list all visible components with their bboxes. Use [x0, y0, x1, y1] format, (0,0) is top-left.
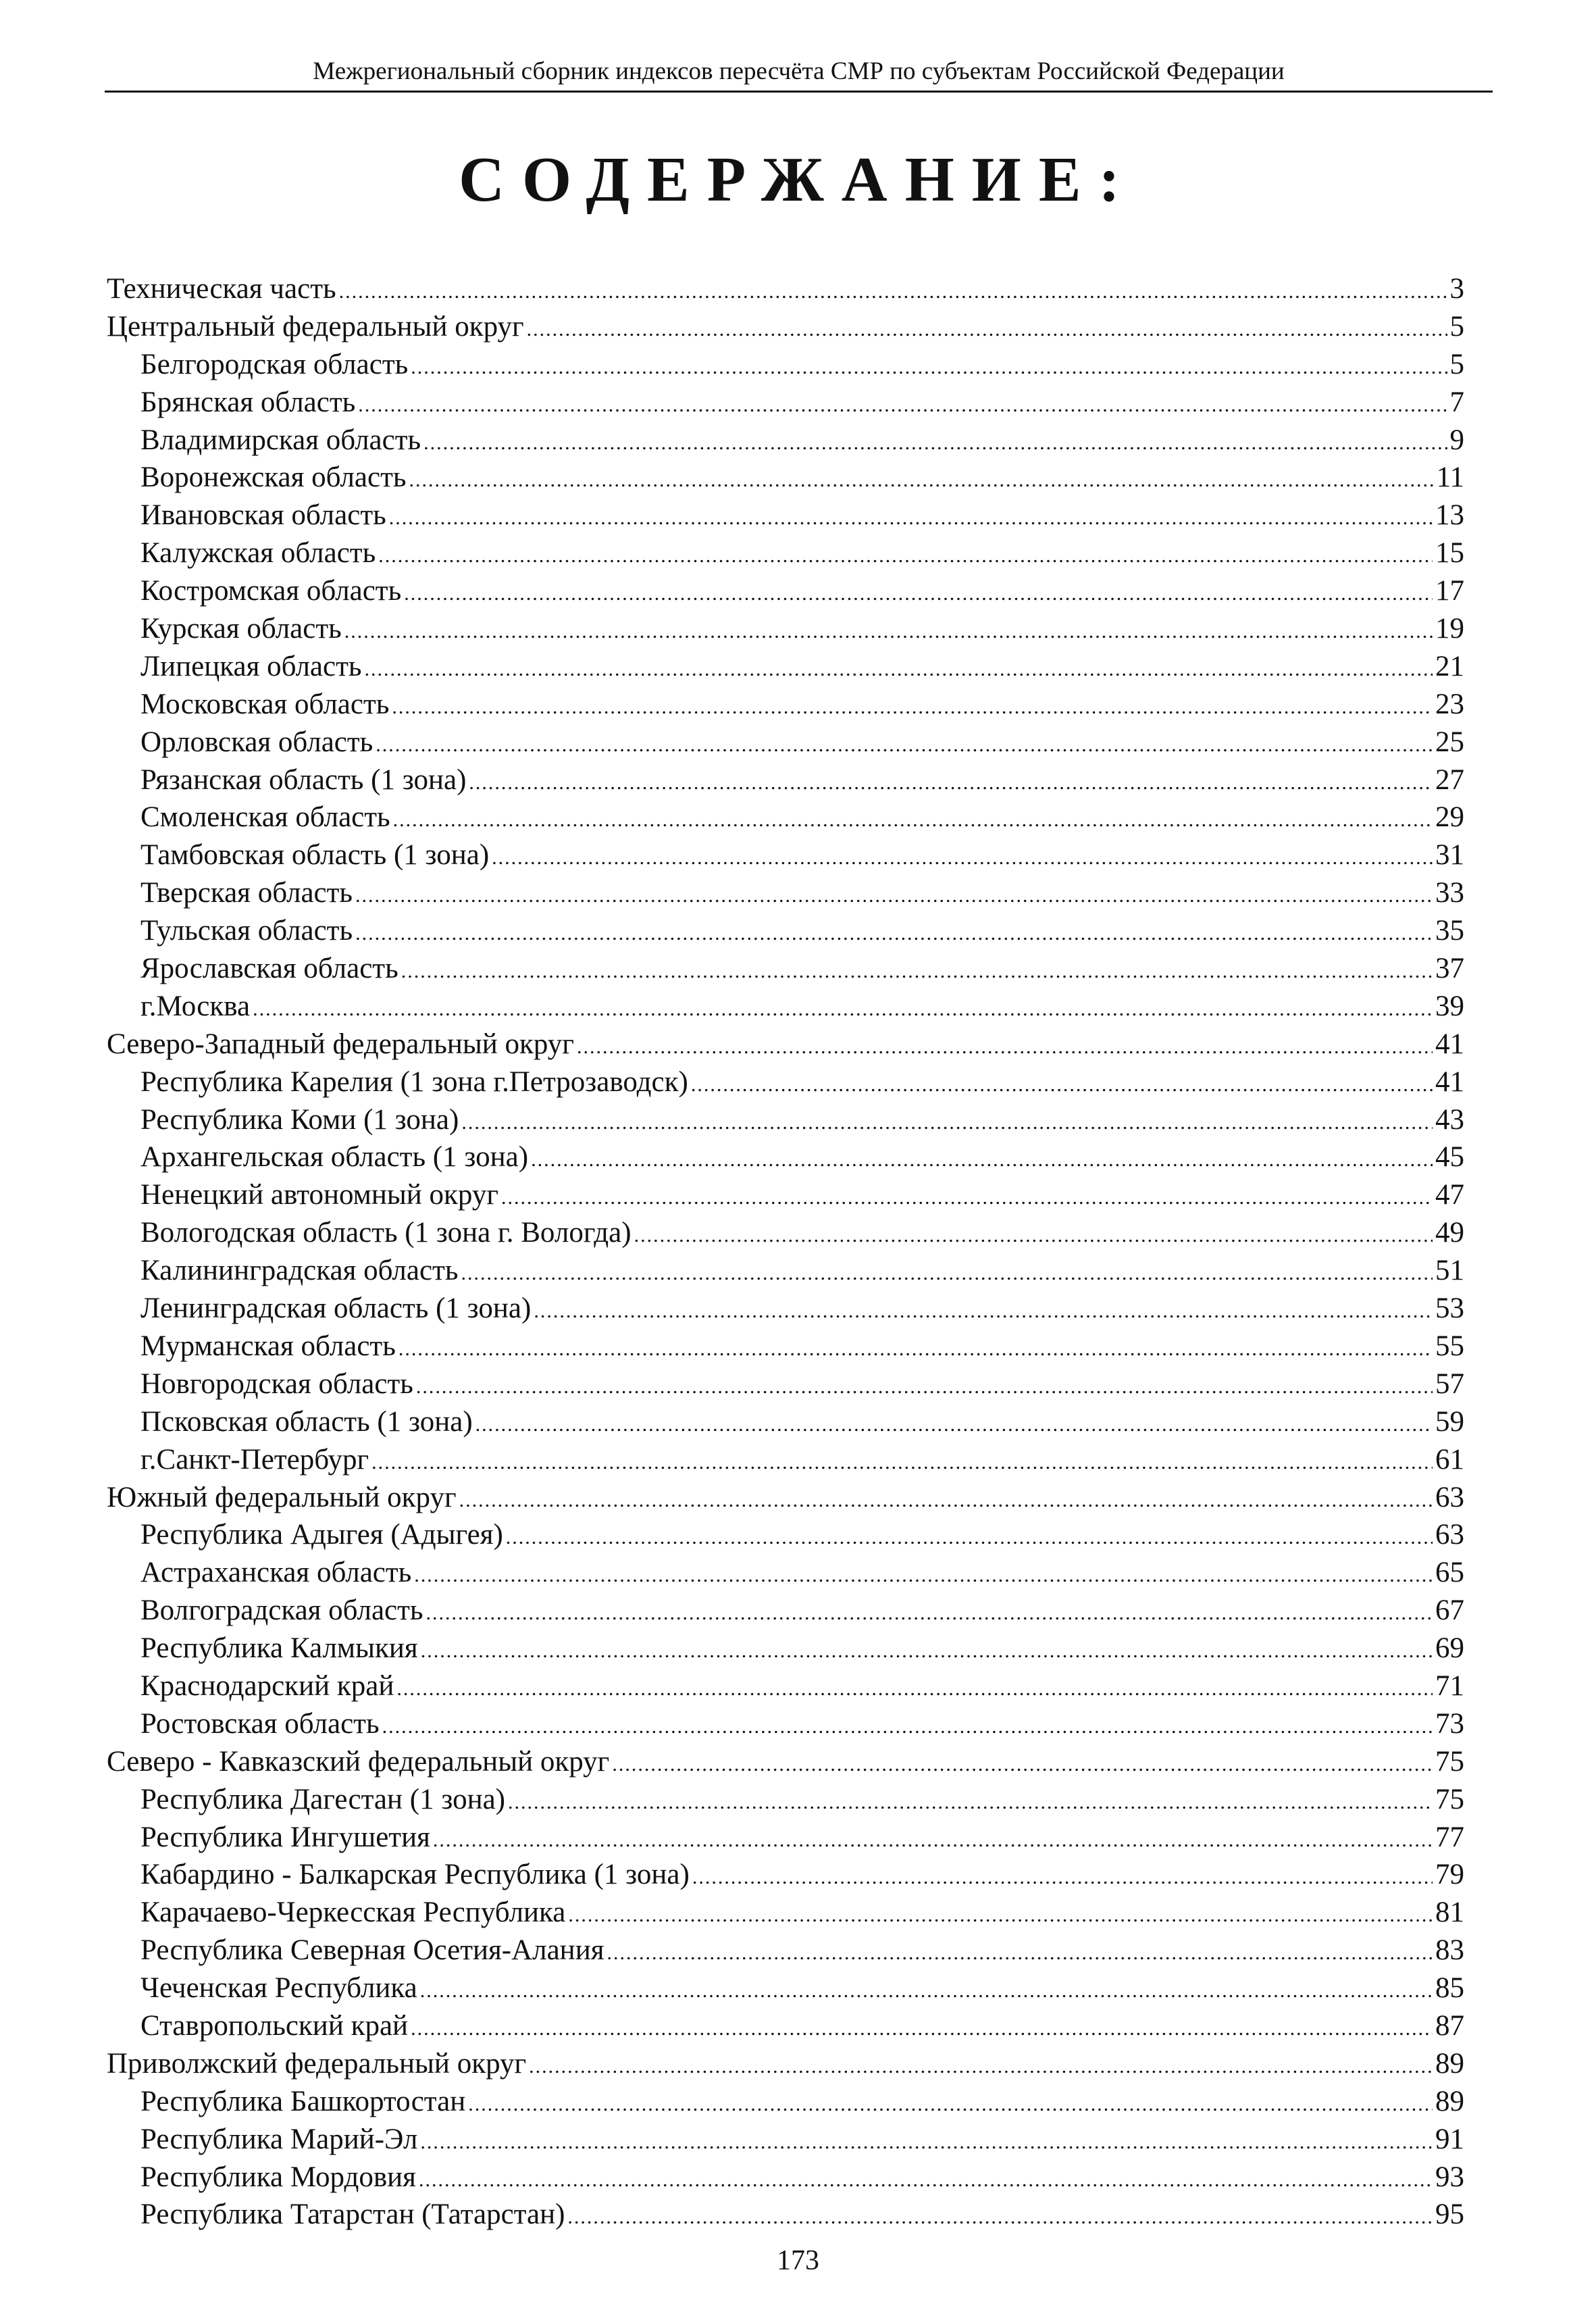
toc-entry-label: Республика Дагестан (1 зона)	[140, 1783, 505, 1815]
toc-entry	[107, 988, 1464, 1026]
toc-entry	[107, 1516, 1464, 1554]
toc-entry-label: Республика Татарстан (Татарстан)	[140, 2198, 565, 2231]
toc-entry	[107, 422, 1464, 459]
toc-entry-page: 67	[1435, 1594, 1464, 1627]
toc-entry-label: Ярославская область	[140, 953, 398, 985]
dot-leader	[459, 1482, 1433, 1517]
toc-entry-page: 15	[1435, 537, 1464, 570]
toc-entry-page: 89	[1435, 2047, 1464, 2080]
toc-entry	[107, 2159, 1464, 2196]
toc-entry	[107, 2007, 1464, 2045]
toc-entry-label: Калининградская область	[140, 1255, 459, 1287]
toc-entry-label: г.Москва	[140, 990, 251, 1022]
toc-entry-page: 65	[1435, 1557, 1464, 1589]
dot-leader	[692, 1859, 1433, 1894]
toc-entry	[107, 1819, 1464, 1857]
dot-leader	[409, 461, 1434, 497]
toc-entry	[107, 1630, 1464, 1667]
toc-entry-label: Рязанская область (1 зона)	[140, 763, 467, 796]
toc-entry	[107, 610, 1464, 648]
toc-entry	[107, 874, 1464, 912]
dot-leader	[393, 801, 1433, 836]
toc-entry	[107, 686, 1464, 724]
dot-leader	[358, 386, 1447, 422]
toc-entry-label: Чеченская Республика	[140, 1972, 417, 2005]
toc-entry-label: Орловская область	[140, 726, 374, 758]
toc-entry-label: Московская область	[140, 688, 390, 720]
toc-entry	[107, 1856, 1464, 1894]
dot-leader	[398, 1330, 1433, 1365]
toc-entry-page: 5	[1449, 310, 1464, 343]
toc-entry-page: 51	[1435, 1255, 1464, 1287]
toc-entry-label: Владимирская область	[140, 424, 421, 456]
toc-entry-page: 73	[1435, 1707, 1464, 1740]
dot-leader	[414, 1557, 1433, 1592]
toc-entry-page: 31	[1435, 839, 1464, 872]
toc-entry-page: 27	[1435, 763, 1464, 796]
dot-leader	[461, 1104, 1433, 1139]
toc-entry-label: Республика Коми (1 зона)	[140, 1103, 459, 1136]
dot-leader	[506, 1519, 1433, 1554]
dot-leader	[420, 1972, 1433, 2007]
page-title: СОДЕРЖАНИЕ:	[459, 145, 1137, 215]
dot-leader	[420, 2123, 1433, 2159]
toc-entry-page: 81	[1435, 1896, 1464, 1929]
toc-entry-page: 57	[1435, 1367, 1464, 1400]
toc-entry-label: Кабардино - Балкарская Республика (1 зона)	[140, 1859, 690, 1891]
toc-entry-label: Северо - Кавказский федеральный округ	[107, 1745, 610, 1778]
toc-entry-label: Вологодская область (1 зона г. Вологда)	[140, 1217, 632, 1249]
running-header: Межрегиональный сборник индексов пересчёта СМР по субъектам Российской Федерации	[105, 53, 1493, 93]
toc-entry-page: 23	[1435, 688, 1464, 720]
toc-entry-page: 87	[1435, 2009, 1464, 2042]
dot-leader	[382, 1708, 1433, 1743]
dot-leader	[501, 1179, 1433, 1214]
dot-leader	[253, 990, 1433, 1026]
dot-leader	[355, 915, 1433, 950]
toc-entry-page: 85	[1435, 1972, 1464, 2005]
dot-leader	[426, 1594, 1433, 1630]
toc-entry-page: 41	[1435, 1065, 1464, 1098]
dot-leader	[469, 764, 1433, 799]
toc-entry-page: 9	[1449, 424, 1464, 456]
toc-entry	[107, 1969, 1464, 2007]
toc-entry	[107, 912, 1464, 950]
dot-leader	[396, 1670, 1433, 1705]
toc-entry-page: 61	[1435, 1443, 1464, 1476]
toc-entry-label: Карачаево-Черкесская Республика	[140, 1896, 566, 1929]
dot-leader	[423, 424, 1447, 459]
toc-entry-page: 69	[1435, 1632, 1464, 1665]
dot-leader	[389, 499, 1433, 534]
toc-entry-label: Республика Северная Осетия-Алания	[140, 1934, 604, 1967]
toc-entry-page: 35	[1435, 915, 1464, 947]
toc-entry-page: 5	[1449, 348, 1464, 380]
dot-leader	[577, 1028, 1433, 1063]
toc-entry	[107, 799, 1464, 836]
toc-entry	[107, 1705, 1464, 1743]
dot-leader	[355, 877, 1433, 912]
toc-entry	[107, 1063, 1464, 1101]
toc-entry-label: Ивановская область	[140, 499, 386, 532]
dot-leader	[371, 1444, 1433, 1479]
toc-entry-page: 39	[1435, 990, 1464, 1022]
toc-entry-label: Республика Калмыкия	[140, 1632, 418, 1665]
dot-leader	[612, 1746, 1433, 1781]
toc-entry-label: Брянская область	[140, 386, 356, 418]
toc-entry-label: Ленинградская область (1 зона)	[140, 1292, 532, 1325]
toc-entry-label: Новгородская область	[140, 1367, 413, 1400]
toc-entry	[107, 1214, 1464, 1252]
toc-entry-label: Приволжский федеральный округ	[107, 2047, 527, 2080]
toc-entry-label: Тамбовская область (1 зона)	[140, 839, 490, 872]
toc-entry-page: 37	[1435, 953, 1464, 985]
toc-entry-page: 47	[1435, 1179, 1464, 1211]
toc-section-entry	[107, 1026, 1464, 1063]
toc-entry-page: 83	[1435, 1934, 1464, 1967]
toc-entry	[107, 1592, 1464, 1630]
toc-section-entry	[107, 308, 1464, 346]
dot-leader	[534, 1292, 1433, 1328]
toc-entry-label: г.Санкт-Петербург	[140, 1443, 369, 1476]
toc-entry-page: 7	[1449, 386, 1464, 418]
toc-entry-page: 49	[1435, 1217, 1464, 1249]
toc-entry-label: Техническая часть	[107, 273, 336, 305]
dot-leader	[376, 726, 1433, 761]
dot-leader	[411, 2010, 1433, 2045]
toc-entry	[107, 1932, 1464, 1969]
toc-entry-label: Архангельская область (1 зона)	[140, 1141, 529, 1174]
toc-entry	[107, 1290, 1464, 1328]
dot-leader	[475, 1406, 1433, 1441]
toc-entry	[107, 384, 1464, 422]
toc-entry	[107, 2121, 1464, 2159]
toc-entry-label: Смоленская область	[140, 801, 390, 834]
toc-entry	[107, 534, 1464, 572]
toc-entry-page: 89	[1435, 2085, 1464, 2117]
toc-entry-label: Южный федеральный округ	[107, 1481, 457, 1513]
toc-entry	[107, 1328, 1464, 1365]
dot-leader	[378, 537, 1433, 572]
dot-leader	[691, 1066, 1433, 1101]
toc-section-entry	[107, 270, 1464, 308]
dot-leader	[527, 311, 1447, 346]
toc-entry-label: Белгородская область	[140, 348, 409, 380]
toc-entry-label: Тверская область	[140, 877, 353, 909]
toc-entry-label: Республика Мордовия	[140, 2161, 416, 2193]
toc-entry-page: 71	[1435, 1669, 1464, 1702]
toc-entry-label: Республика Башкортостан	[140, 2085, 466, 2117]
toc-entry	[107, 1176, 1464, 1214]
toc-entry	[107, 1138, 1464, 1176]
toc-entry	[107, 572, 1464, 610]
dot-leader	[421, 1632, 1433, 1667]
dot-leader	[433, 1821, 1433, 1857]
toc-entry-page: 77	[1435, 1821, 1464, 1853]
toc-entry	[107, 459, 1464, 497]
toc-entry-page: 63	[1435, 1519, 1464, 1551]
toc-entry	[107, 497, 1464, 534]
toc-entry-label: Костромская область	[140, 575, 402, 607]
dot-leader	[411, 349, 1447, 384]
dot-leader	[567, 2198, 1433, 2234]
toc-entry	[107, 1441, 1464, 1479]
toc-entry	[107, 2196, 1464, 2234]
toc-entry-label: Волгоградская область	[140, 1594, 423, 1627]
dot-leader	[416, 1368, 1433, 1403]
dot-leader	[392, 688, 1433, 724]
toc-entry-page: 17	[1435, 575, 1464, 607]
toc-entry-page: 29	[1435, 801, 1464, 834]
dot-leader	[404, 575, 1433, 610]
toc-entry	[107, 1365, 1464, 1403]
toc-entry-page: 45	[1435, 1141, 1464, 1174]
toc-entry-page: 11	[1436, 461, 1464, 494]
dot-leader	[529, 2048, 1433, 2083]
page-number: 173	[777, 2245, 819, 2276]
toc-entry-page: 13	[1435, 499, 1464, 532]
toc-entry	[107, 648, 1464, 686]
toc-entry	[107, 2083, 1464, 2121]
toc-entry-page: 41	[1435, 1028, 1464, 1060]
toc-entry-label: Тульская область	[140, 915, 353, 947]
toc-entry-page: 3	[1449, 273, 1464, 305]
toc-entry-label: Липецкая область	[140, 650, 362, 682]
toc-entry-page: 75	[1435, 1745, 1464, 1778]
toc-entry-page: 75	[1435, 1783, 1464, 1815]
toc-entry	[107, 1252, 1464, 1290]
dot-leader	[492, 839, 1433, 874]
toc-entry-label: Воронежская область	[140, 461, 407, 494]
dot-leader	[634, 1217, 1433, 1252]
toc-entry-label: Калужская область	[140, 537, 376, 570]
toc-entry-page: 79	[1435, 1859, 1464, 1891]
toc-entry	[107, 1101, 1464, 1139]
toc-entry-label: Краснодарский край	[140, 1669, 394, 1702]
toc-entry-label: Курская область	[140, 613, 342, 645]
toc-entry-label: Республика Адыгея (Адыгея)	[140, 1519, 503, 1551]
toc-entry	[107, 761, 1464, 799]
dot-leader	[508, 1784, 1433, 1819]
toc-entry-label: Ставропольский край	[140, 2009, 409, 2042]
toc-entry-page: 21	[1435, 650, 1464, 682]
dot-leader	[607, 1934, 1433, 1969]
table-of-contents	[107, 270, 1464, 2234]
toc-entry	[107, 1554, 1464, 1592]
toc-entry-page: 63	[1435, 1481, 1464, 1513]
toc-entry	[107, 724, 1464, 761]
toc-entry-page: 93	[1435, 2161, 1464, 2193]
toc-entry	[107, 836, 1464, 874]
dot-leader	[401, 953, 1433, 988]
dot-leader	[344, 613, 1433, 648]
dot-leader	[419, 2161, 1433, 2196]
toc-entry-label: Ненецкий автономный округ	[140, 1179, 498, 1211]
toc-entry	[107, 950, 1464, 988]
toc-entry-page: 43	[1435, 1103, 1464, 1136]
dot-leader	[568, 1896, 1433, 1932]
toc-entry	[107, 1894, 1464, 1932]
toc-entry-label: Северо-Западный федеральный округ	[107, 1028, 574, 1060]
toc-entry-page: 95	[1435, 2198, 1464, 2231]
toc-entry-page: 25	[1435, 726, 1464, 758]
toc-entry-label: Ростовская область	[140, 1707, 380, 1740]
toc-entry-label: Астраханская область	[140, 1557, 412, 1589]
toc-entry-label: Республика Ингушетия	[140, 1821, 430, 1853]
toc-entry-label: Псковская область (1 зона)	[140, 1405, 473, 1438]
dot-leader	[468, 2086, 1433, 2121]
toc-entry-page: 91	[1435, 2123, 1464, 2155]
toc-entry-label: Республика Марий-Эл	[140, 2123, 418, 2155]
toc-entry-page: 19	[1435, 613, 1464, 645]
toc-entry	[107, 1781, 1464, 1819]
dot-leader	[461, 1255, 1433, 1290]
dot-leader	[531, 1141, 1433, 1176]
dot-leader	[339, 273, 1447, 308]
toc-section-entry	[107, 1743, 1464, 1781]
toc-entry	[107, 346, 1464, 384]
toc-entry-page: 53	[1435, 1292, 1464, 1325]
toc-section-entry	[107, 2045, 1464, 2083]
toc-entry-label: Центральный федеральный округ	[107, 310, 524, 343]
toc-entry-label: Мурманская область	[140, 1330, 396, 1362]
toc-section-entry	[107, 1479, 1464, 1517]
toc-entry-page: 59	[1435, 1405, 1464, 1438]
dot-leader	[364, 651, 1433, 686]
toc-entry-page: 55	[1435, 1330, 1464, 1362]
toc-entry-page: 33	[1435, 877, 1464, 909]
toc-entry-label: Республика Карелия (1 зона г.Петрозаводск)	[140, 1065, 688, 1098]
toc-entry	[107, 1667, 1464, 1705]
toc-entry	[107, 1403, 1464, 1441]
